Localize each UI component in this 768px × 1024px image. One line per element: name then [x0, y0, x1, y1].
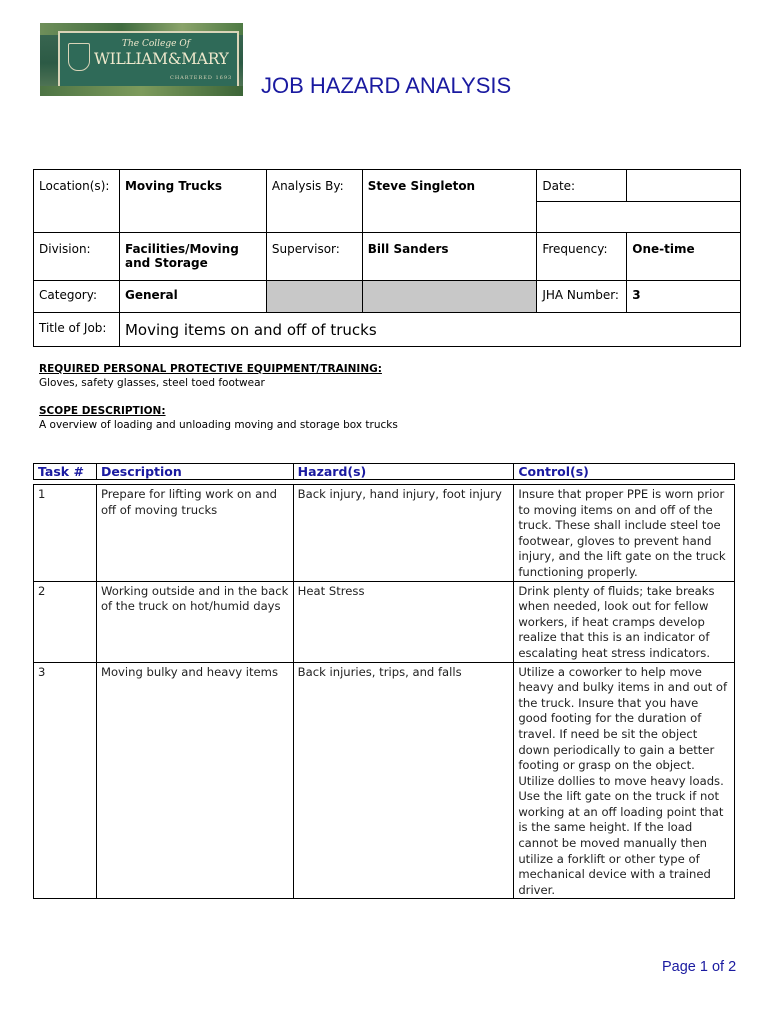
division-value: Facilities/Moving and Storage	[119, 233, 266, 281]
gray-cell	[362, 281, 537, 313]
info-row-division	[34, 233, 741, 281]
task-num: 2	[34, 581, 97, 662]
ppe-text: Gloves, safety glasses, steel toed footwear	[39, 377, 265, 389]
category-label: Category:	[34, 281, 120, 313]
logo-sign	[58, 31, 239, 89]
task-hazard: Back injury, hand injury, foot injury	[293, 485, 514, 582]
frequency-label: Frequency:	[537, 233, 627, 281]
date-extra-cell	[537, 202, 741, 233]
jha-number-value: 3	[627, 281, 741, 313]
scope-heading: SCOPE DESCRIPTION:	[39, 405, 166, 417]
gray-cell	[266, 281, 362, 313]
ppe-heading: REQUIRED PERSONAL PROTECTIVE EQUIPMENT/TRAINING:	[39, 363, 382, 375]
task-table	[33, 463, 735, 899]
info-row-location	[34, 170, 741, 202]
header-hazards: Hazard(s)	[293, 464, 514, 480]
info-row-job-title	[34, 313, 741, 347]
table-row	[34, 485, 735, 582]
location-label: Location(s):	[34, 170, 120, 233]
job-title-value: Moving items on and off of trucks	[119, 313, 740, 347]
page-title: JOB HAZARD ANALYSIS	[261, 73, 512, 98]
frequency-value: One-time	[627, 233, 741, 281]
task-description: Prepare for lifting work on and off of moving trucks	[96, 485, 293, 582]
date-label: Date:	[537, 170, 627, 202]
task-control: Drink plenty of fluids; take breaks when needed, look out for fellow workers, if heat cramps develop realize that this is an indicator of escalating heat stress indicators.	[514, 581, 735, 662]
header-description: Description	[96, 464, 293, 480]
date-value	[627, 170, 741, 202]
location-value: Moving Trucks	[119, 170, 266, 233]
logo-text-line2: WILLIAM&MARY	[94, 50, 229, 68]
logo-text-line1: The College Of	[122, 39, 191, 49]
task-hazard: Back injuries, trips, and falls	[293, 662, 514, 899]
page-number: Page 1 of 2	[662, 959, 737, 975]
task-description: Moving bulky and heavy items	[96, 662, 293, 899]
scope-text: A overview of loading and unloading moving and storage box trucks	[39, 419, 398, 431]
category-value: General	[119, 281, 266, 313]
header-controls: Control(s)	[514, 464, 735, 480]
info-row-category	[34, 281, 741, 313]
info-table	[33, 169, 741, 347]
analysis-by-value: Steve Singleton	[362, 170, 537, 233]
task-table-header	[34, 464, 735, 480]
task-description: Working outside and in the back of the truck on hot/humid days	[96, 581, 293, 662]
header-task-num: Task #	[34, 464, 97, 480]
supervisor-value: Bill Sanders	[362, 233, 537, 281]
college-logo	[40, 23, 243, 96]
analysis-by-label: Analysis By:	[266, 170, 362, 233]
logo-foliage-bottom	[40, 86, 243, 96]
table-row	[34, 581, 735, 662]
crest-icon	[68, 43, 90, 71]
division-label: Division:	[34, 233, 120, 281]
task-num: 3	[34, 662, 97, 899]
logo-text-line3: CHARTERED 1693	[170, 75, 233, 81]
job-title-label: Title of Job:	[34, 313, 120, 347]
task-control: Utilize a coworker to help move heavy and bulky items in and out of the truck. Insure that you have good footing for the duration of travel. If need be sit the object down periodically to gain a better footing or grasp on the object. Utilize dollies to move heavy loads. Use the lift gate on the truck if not working at an off loading point that is the same height. If the load cannot be moved manually then utilize a forklift or other type of mechanical device with a trained driver.	[514, 662, 735, 899]
table-row	[34, 662, 735, 899]
task-control: Insure that proper PPE is worn prior to moving items on and off of the truck. These shall include steel toe footwear, gloves to prevent hand injury, and the lift gate on the truck functioning properly.	[514, 485, 735, 582]
supervisor-label: Supervisor:	[266, 233, 362, 281]
task-num: 1	[34, 485, 97, 582]
task-hazard: Heat Stress	[293, 581, 514, 662]
jha-number-label: JHA Number:	[537, 281, 627, 313]
